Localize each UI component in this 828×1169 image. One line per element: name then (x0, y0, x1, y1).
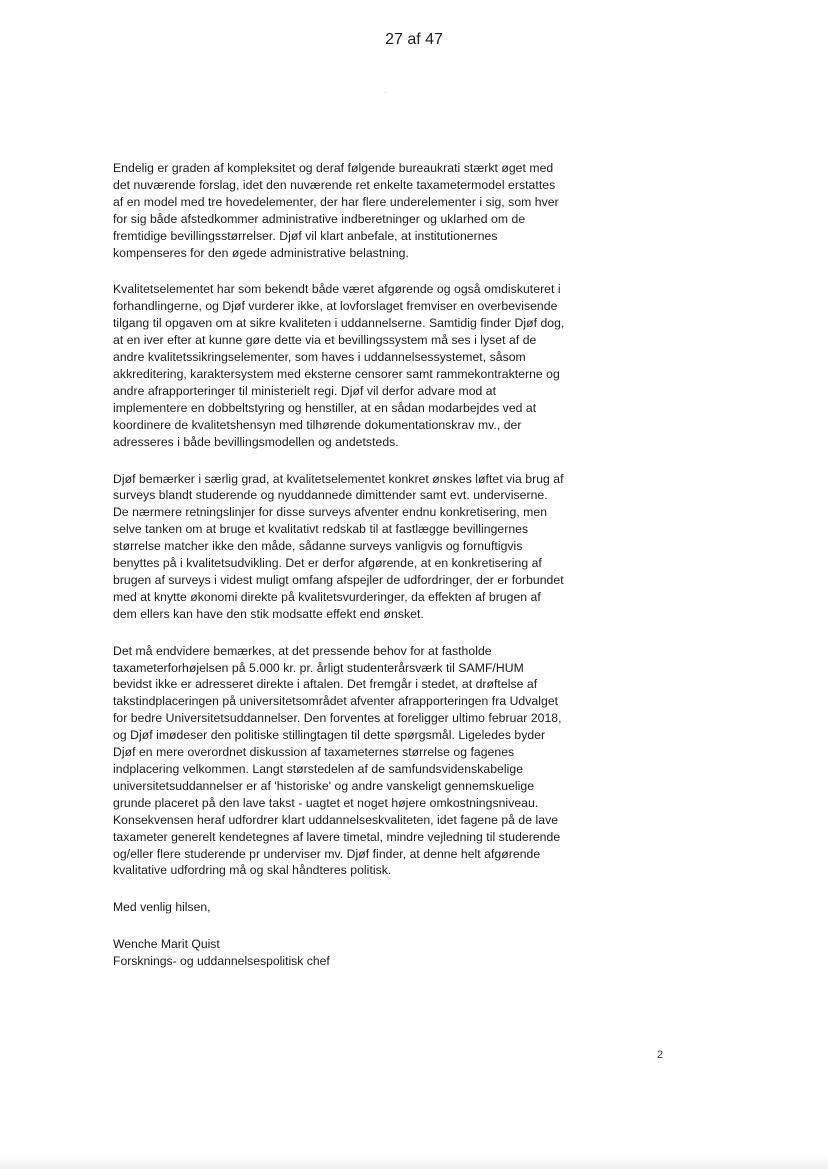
scan-edge (0, 1155, 828, 1169)
text-line: kompenseres for den øgede administrative belastning. (113, 245, 409, 260)
text-line: størrelse matcher ikke den måde, sådanne surveys vanligvis og fornuftigvis (113, 539, 523, 554)
text-line: Det må endvidere bemærkes, at det pressende behov for at fastholde (113, 643, 492, 658)
text-line: kvalitative udfordring må og skal håndteres politisk. (113, 863, 392, 878)
page-counter: 27 af 47 (385, 31, 443, 48)
text-line: Djøf bemærker i særlig grad, at kvalitetselementet konkret ønskes løftet via brug af (113, 471, 564, 486)
text-line: og Djøf imødeser den politiske stillingtagen til dette spørgsmål. Ligeledes byder (113, 728, 546, 743)
paragraph-surveys (113, 471, 608, 623)
text-line: Kvalitetselementet har som bekendt både været afgørende og også omdiskuteret i (113, 282, 561, 297)
text-line: af en model med tre hovedelementer, der har flere underelementer i sig, som hver (113, 194, 559, 209)
text-line: for bedre Universitetsuddannelser. Den forventes at foreligger ultimo februar 2018, (113, 711, 562, 726)
text-line: Djøf en mere overordnet diskussion af taxameternes størrelse og fagenes (113, 745, 515, 760)
text-line: Endelig er graden af kompleksitet og deraf følgende bureaukrati stærkt øget med (113, 161, 554, 175)
text-line: bevidst ikke er adresseret direkte i aftalen. Det fremgår i stedet, at drøftelse af (113, 677, 538, 692)
text-line: selve tanken om at bruge et kvalitativt redskab til at fastlægge bevillingernes (113, 522, 529, 537)
text-line: koordinere de kvalitetshensyn med tilhørende dokumentationskrav mv., der (113, 417, 522, 432)
paragraph-complexity (113, 160, 608, 261)
text-line: det nuværende forslag, idet den nuværende ret enkelte taxametermodel erstattes (113, 177, 556, 192)
text-line: andre kvalitetssikringselementer, som haves i uddannelsessystemet, såsom (113, 350, 526, 365)
text-line: akkreditering, karaktersystem med eksterne censorer samt rammekontrakterne og (113, 366, 560, 381)
text-line: grunde placeret på den lave takst - uagtet et noget højere omkostningsniveau. (113, 795, 539, 810)
text-line: De nærmere retningslinjer for disse surveys afventer endnu konkretisering, men (113, 505, 548, 520)
text-line: implementere en dobbeltstyring og henstiller, at en sådan modarbejdes ved at (113, 400, 537, 415)
closing-salutation: Med venlig hilsen, (113, 900, 211, 915)
text-line: brugen af surveys i videst muligt omfang afspejler de udfordringer, der er forbundet (113, 572, 564, 587)
signature-title: Forsknings- og uddannelsespolitisk chef (113, 954, 330, 969)
text-line: benyttes på i kvalitetsudvikling. Det er derfor afgørende, at en konkretisering af (113, 556, 542, 571)
paragraph-taxameter (113, 643, 608, 880)
text-line: at en iver efter at kunne gøre dette via et bevillingssystem må ses i lyset af de (113, 333, 537, 348)
text-line: universitetsuddannelser er af 'historiske' og andre vanskeligt gennemskuelige (113, 778, 535, 793)
text-line: taxameterforhøjelsen på 5.000 kr. pr. årligt studenterårsværk til SAMF/HUM (113, 660, 524, 675)
scan-speck (385, 92, 386, 93)
text-line: indplacering velkommen. Langt størstedelen af de samfundsvidenskabelige (113, 762, 524, 776)
paragraph-quality-element (113, 281, 608, 450)
signature-name: Wenche Marit Quist (113, 937, 220, 952)
text-line: andre afrapporteringer til ministerielt regi. Djøf vil derfor advare mod at (113, 383, 497, 398)
text-line: for sig både afstedkommer administrative indberetninger og uklarhed om de (113, 211, 526, 226)
text-line: taxameter generelt kendetegnes af lavere timetal, mindre vejledning til studerende (113, 829, 561, 844)
text-line: med at knytte økonomi direkte på kvalitetsvurderinger, da effekten af brugen af (113, 589, 541, 604)
text-line: forhandlingerne, og Djøf vurderer ikke, at lovforslaget fremviser en overbevisende (113, 299, 558, 314)
text-line: dem ellers kan have den stik modsatte effekt end ønsket. (113, 606, 424, 621)
text-line: takstindplaceringen på universitetsområdet afventer afrapporteringen fra Udvalget (113, 694, 559, 709)
text-line: fremtidige bevillingsstørrelser. Djøf vil klart anbefale, at institutionernes (113, 228, 498, 243)
page-number: 2 (657, 1049, 664, 1061)
text-line: og/eller flere studerende pr underviser mv. Djøf finder, at denne helt afgørende (113, 846, 541, 861)
text-line: Konsekvensen heraf udfordrer klart uddannelseskvaliteten, idet fagene på de lave (113, 812, 559, 827)
letter-body (113, 160, 608, 970)
text-line: adresseres i både bevillingsmodellen og andetsteds. (113, 434, 399, 449)
text-line: tilgang til opgaven om at sikre kvaliteten i uddannelserne. Samtidig finder Djøf dog, (113, 316, 565, 331)
text-line: surveys blandt studerende og nyuddannede dimittender samt evt. underviserne. (113, 488, 548, 503)
